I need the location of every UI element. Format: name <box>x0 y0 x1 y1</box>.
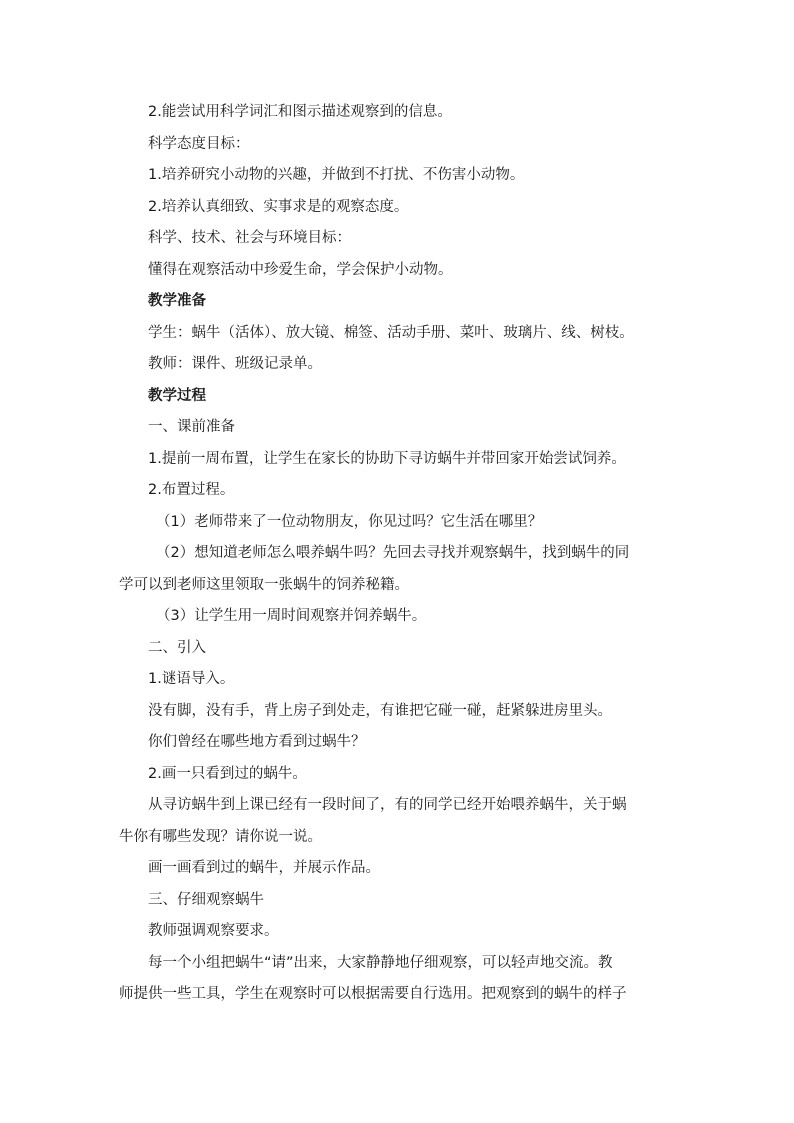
subheading: 二、引入 <box>148 639 206 656</box>
text-line: 每一个小组把蜗牛“请”出来，大家静静地仔细观察，可以轻声地交流。教 <box>148 954 613 971</box>
text-line: 教师：课件、班级记录单。 <box>148 356 322 372</box>
subheading: 三、仔细观察蜗牛 <box>148 891 264 908</box>
text-line: 2.画一只看到过的蜗牛。 <box>148 765 307 782</box>
document-body <box>119 97 688 1011</box>
text-line: 从寻访蜗牛到上课已经有一段时间了，有的同学已经开始喂养蜗牛，关于蜗 <box>148 797 627 813</box>
text-line: 教师强调观察要求。 <box>148 923 279 939</box>
section-label: 科学态度目标： <box>148 135 250 152</box>
text-line: 学生：蜗牛（活体）、放大镜、棉签、活动手册、菜叶、玻璃片、线、树枝。 <box>148 324 634 341</box>
section-label: 科学、技术、社会与环境目标： <box>148 230 351 246</box>
text-line: 学可以到老师这里领取一张蜗牛的饲养秘籍。 <box>119 576 409 593</box>
text-line: 画一画看到过的蜗牛，并展示作品。 <box>148 860 380 876</box>
text-line: 2.培养认真细致、实事求是的观察态度。 <box>148 198 409 215</box>
text-line: 1.提前一周布置，让学生在家长的协助下寻访蜗牛并带回家开始尝试饲养。 <box>148 450 626 467</box>
text-line: 牛你有哪些发现？请你说一说。 <box>119 828 322 845</box>
text-line: 师提供一些工具，学生在观察时可以根据需要自行选用。把观察到的蜗牛的样子 <box>119 986 627 1002</box>
subheading: 一、课前准备 <box>148 419 235 435</box>
text-line: 1.谜语导入。 <box>148 671 235 687</box>
text-line: （2）想知道老师怎么喂养蜗牛吗？先回去寻找并观察蜗牛，找到蜗牛的同 <box>156 545 630 561</box>
text-line: （1）老师带来了一位动物朋友，你见过吗？它生活在哪里？ <box>156 513 543 530</box>
heading-teaching-prep: 教学准备 <box>148 293 206 309</box>
text-line: 2.能尝试用科学词汇和图示描述观察到的信息。 <box>148 104 452 120</box>
text-line: 1.培养研究小动物的兴趣，并做到不打扰、不伤害小动物。 <box>148 167 525 183</box>
text-line: （3）让学生用一周时间观察并饲养蜗牛。 <box>156 608 427 624</box>
heading-teaching-process: 教学过程 <box>148 387 206 404</box>
text-line: 没有脚，没有手，背上房子到处走，有谁把它碰一碰，赶紧躲进房里头。 <box>148 702 612 719</box>
text-line: 你们曾经在哪些地方看到过蜗牛？ <box>148 734 366 750</box>
text-line: 2.布置过程。 <box>148 482 235 498</box>
text-line: 懂得在观察活动中珍爱生命，学会保护小动物。 <box>148 261 453 278</box>
